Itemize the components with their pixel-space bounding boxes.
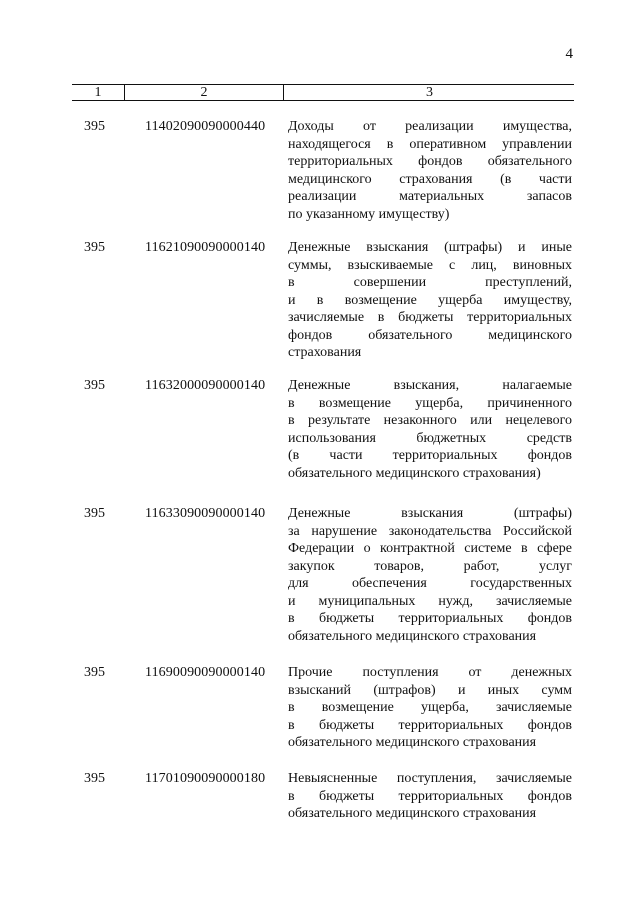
description-line: в возмещение ущерба, причиненного — [288, 395, 572, 411]
description-line: в бюджеты территориальных фондов — [288, 717, 572, 733]
description-line: Денежные взыскания (штрафы) — [288, 506, 572, 521]
description-line: использования бюджетных средств — [288, 430, 572, 446]
description-line: в результате незаконного или нецелевого — [288, 413, 572, 428]
income-description — [288, 505, 572, 645]
page-number: 4 — [565, 46, 573, 62]
description-line: Денежные взыскания, налагаемые — [288, 378, 572, 393]
description-line: территориальных фондов обязательного — [288, 154, 572, 169]
description-line: Доходы от реализации имущества, — [288, 119, 572, 134]
admin-code: 395 — [84, 506, 105, 521]
income-description — [288, 664, 572, 752]
admin-code: 395 — [84, 119, 105, 134]
description-line: в бюджеты территориальных фондов — [288, 611, 572, 626]
description-line: Денежные взыскания (штрафы) и иные — [288, 240, 572, 255]
description-line: обязательного медицинского страхования — [288, 806, 537, 821]
description-line: обязательного медицинского страхования) — [288, 465, 541, 481]
description-line: Прочие поступления от денежных — [288, 665, 572, 680]
header-col-3: 3 — [283, 85, 575, 100]
description-line: фондов обязательного медицинского — [288, 327, 572, 343]
description-line: по указанному имуществу) — [288, 206, 450, 222]
kbk-code: 11690090090000140 — [145, 665, 266, 680]
income-description — [288, 118, 572, 223]
description-line: Федерации о контрактной системе в сфере — [288, 541, 572, 556]
header-col-2: 2 — [124, 85, 283, 100]
kbk-code: 11632000090000140 — [145, 378, 266, 393]
admin-code: 395 — [84, 240, 105, 255]
admin-code: 395 — [84, 378, 105, 393]
kbk-code: 11621090090000140 — [145, 240, 266, 255]
description-line: медицинского страхования (в части — [288, 171, 572, 187]
description-line: в бюджеты территориальных фондов — [288, 788, 572, 804]
description-line: взысканий (штрафов) и иных сумм — [288, 682, 572, 698]
header-col-1: 1 — [94, 85, 102, 100]
income-description — [288, 770, 572, 823]
description-line: закупок товаров, работ, услуг — [288, 558, 572, 574]
description-line: страхования — [288, 345, 362, 360]
admin-code: 395 — [84, 771, 105, 786]
description-line: зачисляемые в бюджеты территориальных — [288, 310, 572, 325]
table-header — [72, 84, 574, 101]
description-line: в возмещение ущерба, зачисляемые — [288, 700, 572, 715]
description-line: обязательного медицинского страхования — [288, 628, 537, 644]
kbk-code: 11633090090000140 — [145, 506, 266, 521]
description-line: за нарушение законодательства Российской — [288, 523, 572, 539]
admin-code: 395 — [84, 665, 105, 680]
income-description — [288, 377, 572, 482]
description-line: обязательного медицинского страхования — [288, 735, 537, 750]
description-line: и муниципальных нужд, зачисляемые — [288, 593, 572, 609]
description-line: в совершении преступлений, — [288, 275, 572, 290]
description-line: реализации материальных запасов — [288, 189, 572, 204]
description-line: (в части территориальных фондов — [288, 448, 572, 463]
description-line: и в возмещение ущерба имуществу, — [288, 292, 572, 308]
description-line: Невыясненные поступления, зачисляемые — [288, 771, 572, 786]
kbk-code: 11402090090000440 — [145, 119, 266, 134]
description-line: для обеспечения государственных — [288, 576, 572, 591]
kbk-code: 11701090090000180 — [145, 771, 266, 786]
description-line: суммы, взыскиваемые с лиц, виновных — [288, 257, 572, 273]
income-description — [288, 239, 572, 362]
description-line: находящегося в оперативном управлении — [288, 136, 572, 152]
